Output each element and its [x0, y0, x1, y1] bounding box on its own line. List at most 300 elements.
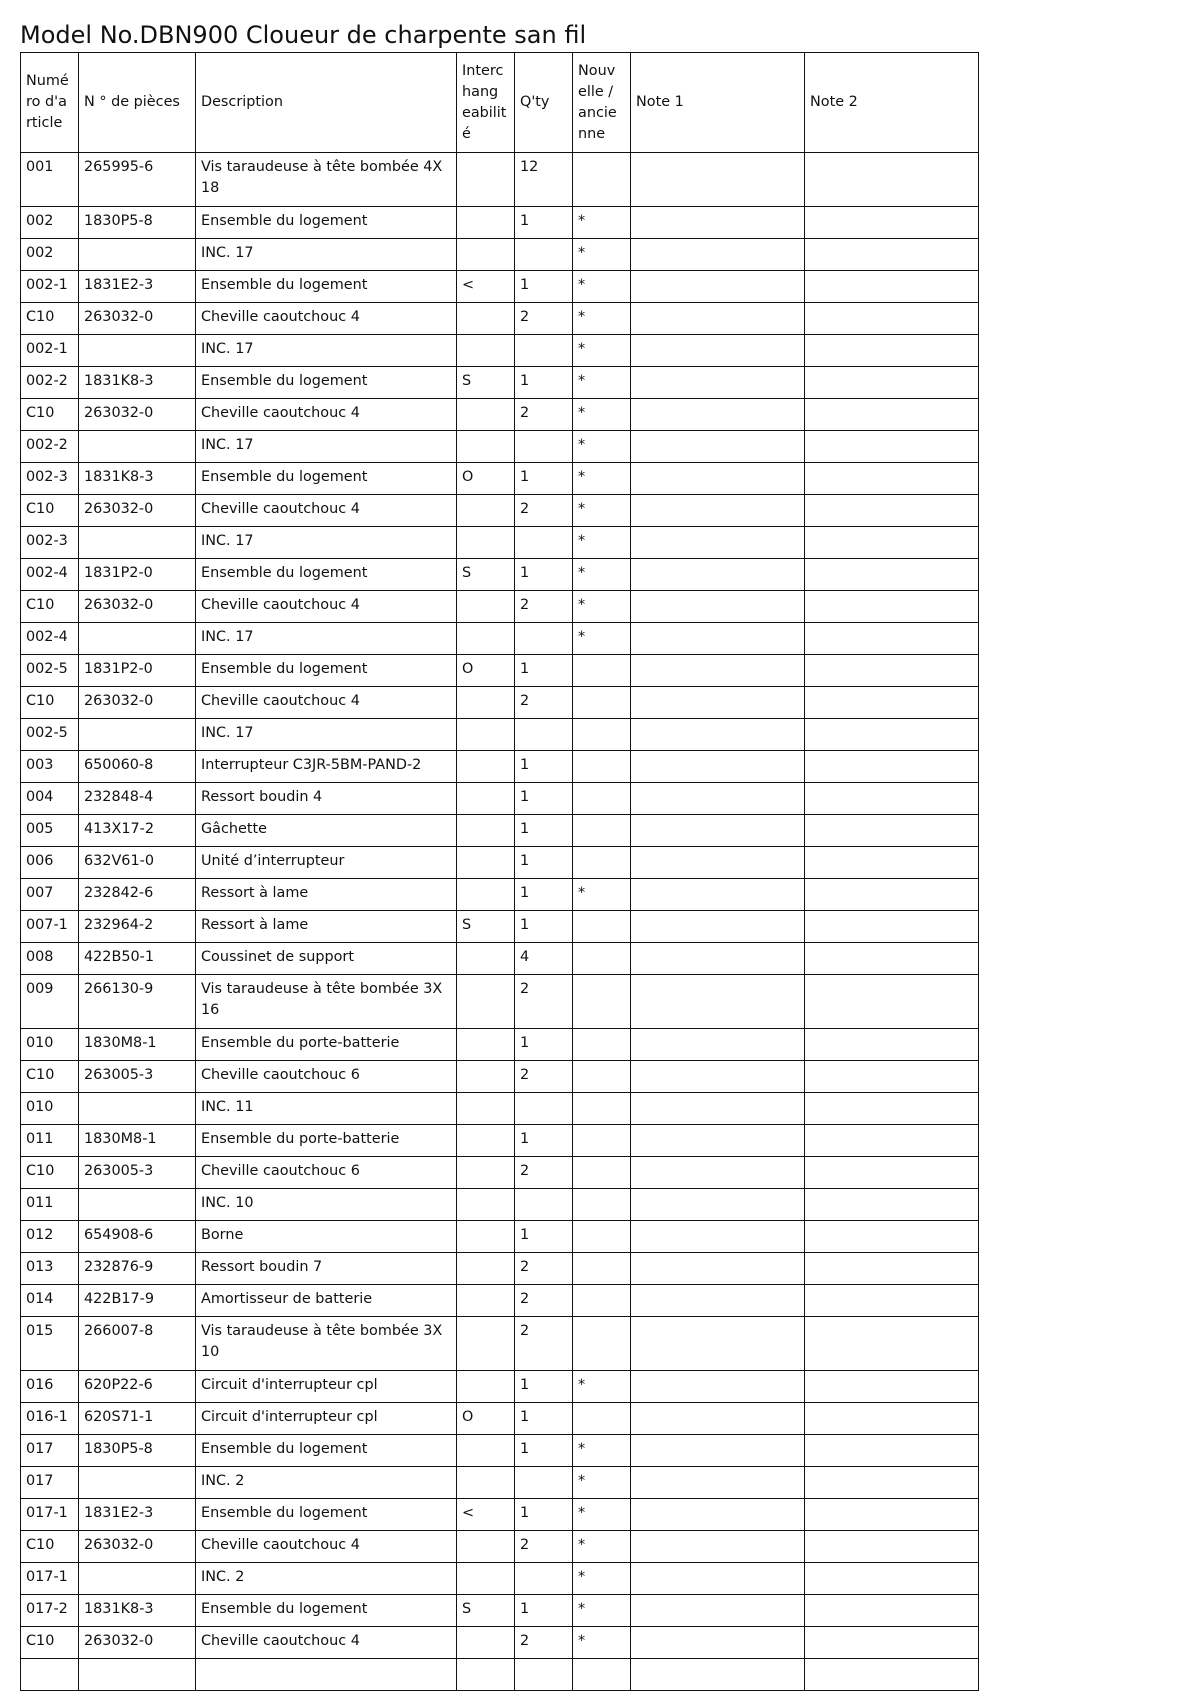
cell-note-1 [631, 1061, 805, 1093]
cell-new-old: * [573, 879, 631, 911]
cell-quantity: 1 [515, 1125, 573, 1157]
cell-interchangeability [457, 527, 515, 559]
cell-new-old: * [573, 495, 631, 527]
cell-item-number: 002-3 [21, 463, 79, 495]
cell-description: Cheville caoutchouc 4 [196, 399, 457, 431]
cell-description: Cheville caoutchouc 4 [196, 1531, 457, 1563]
col-header-quantity: Q'ty [515, 53, 573, 153]
cell-part-number: 620P22-6 [79, 1371, 196, 1403]
cell-quantity: 2 [515, 687, 573, 719]
cell-new-old: * [573, 271, 631, 303]
cell-description: Circuit d'interrupteur cpl [196, 1371, 457, 1403]
cell-part-number [79, 1563, 196, 1595]
cell-interchangeability [457, 975, 515, 1029]
cell-quantity: 1 [515, 1435, 573, 1467]
cell-note-1 [631, 399, 805, 431]
cell-item-number: 016 [21, 1371, 79, 1403]
cell-interchangeability [457, 847, 515, 879]
cell-description: Ressort boudin 7 [196, 1253, 457, 1285]
cell-new-old: * [573, 207, 631, 239]
cell-quantity: 1 [515, 1221, 573, 1253]
cell-description: Ensemble du logement [196, 463, 457, 495]
cell-note-2 [805, 303, 979, 335]
cell-description: Coussinet de support [196, 943, 457, 975]
cell-item-number: 015 [21, 1317, 79, 1371]
cell-note-1 [631, 655, 805, 687]
cell-item-number: 006 [21, 847, 79, 879]
cell-item-number: 008 [21, 943, 79, 975]
cell-note-1 [631, 153, 805, 207]
cell-note-2 [805, 879, 979, 911]
cell-note-2 [805, 153, 979, 207]
cell-description: Ensemble du logement [196, 367, 457, 399]
parts-table [20, 52, 979, 1691]
cell-note-2 [805, 1531, 979, 1563]
cell-part-number: 263032-0 [79, 1531, 196, 1563]
cell-new-old: * [573, 1627, 631, 1659]
cell-new-old [573, 911, 631, 943]
cell-note-2 [805, 1221, 979, 1253]
cell-interchangeability [457, 1371, 515, 1403]
cell-note-2 [805, 1253, 979, 1285]
cell-part-number [79, 335, 196, 367]
cell-description: INC. 17 [196, 431, 457, 463]
cell-note-2 [805, 1317, 979, 1371]
cell-quantity [515, 1563, 573, 1595]
table-row [21, 1125, 979, 1157]
cell-part-number: 266007-8 [79, 1317, 196, 1371]
cell-interchangeability [457, 1253, 515, 1285]
cell-description: INC. 17 [196, 239, 457, 271]
cell-quantity: 1 [515, 1029, 573, 1061]
cell-note-2 [805, 1125, 979, 1157]
cell-part-number [79, 1467, 196, 1499]
cell-new-old: * [573, 303, 631, 335]
cell-note-1 [631, 1029, 805, 1061]
cell-new-old: * [573, 1435, 631, 1467]
cell-part-number: 1831K8-3 [79, 367, 196, 399]
cell-new-old [573, 943, 631, 975]
cell-item-number: C10 [21, 1627, 79, 1659]
cell-part-number: 232964-2 [79, 911, 196, 943]
cell-note-2 [805, 1093, 979, 1125]
cell-new-old [573, 975, 631, 1029]
cell-part-number: 1831E2-3 [79, 1499, 196, 1531]
cell-interchangeability [457, 1531, 515, 1563]
cell-description: Ensemble du porte-batterie [196, 1125, 457, 1157]
table-row [21, 1285, 979, 1317]
cell-note-2 [805, 1435, 979, 1467]
cell-new-old [573, 783, 631, 815]
cell-item-number: C10 [21, 1061, 79, 1093]
cell-item-number: 012 [21, 1221, 79, 1253]
cell-part-number: 1831P2-0 [79, 559, 196, 591]
cell-part-number: 1830P5-8 [79, 207, 196, 239]
table-row [21, 1371, 979, 1403]
cell-item-number: 002-4 [21, 559, 79, 591]
table-row [21, 1157, 979, 1189]
cell-quantity: 12 [515, 153, 573, 207]
col-header-interchangeability: Interc hang eabilit é [457, 53, 515, 153]
cell-quantity: 1 [515, 559, 573, 591]
cell-description: INC. 11 [196, 1093, 457, 1125]
cell-interchangeability [457, 783, 515, 815]
table-row [21, 1435, 979, 1467]
cell-part-number: 620S71-1 [79, 1403, 196, 1435]
table-row [21, 1093, 979, 1125]
cell-description: Ressort boudin 4 [196, 783, 457, 815]
cell-note-2 [805, 623, 979, 655]
cell-quantity [515, 623, 573, 655]
cell-note-1 [631, 1499, 805, 1531]
cell-new-old [573, 815, 631, 847]
cell-interchangeability: S [457, 911, 515, 943]
cell-description: INC. 17 [196, 719, 457, 751]
cell-interchangeability: O [457, 655, 515, 687]
cell-quantity: 1 [515, 911, 573, 943]
cell-description: Amortisseur de batterie [196, 1285, 457, 1317]
cell-interchangeability [457, 879, 515, 911]
cell-note-1 [631, 335, 805, 367]
cell-note-2 [805, 239, 979, 271]
cell-part-number: 422B50-1 [79, 943, 196, 975]
cell-quantity: 4 [515, 943, 573, 975]
cell-quantity: 1 [515, 847, 573, 879]
cell-item-number: 004 [21, 783, 79, 815]
cell-item-number: 016-1 [21, 1403, 79, 1435]
cell-note-2 [805, 1403, 979, 1435]
cell-note-1 [631, 303, 805, 335]
cell-note-1 [631, 751, 805, 783]
cell-interchangeability [457, 1029, 515, 1061]
cell-part-number [79, 431, 196, 463]
cell-note-1 [631, 623, 805, 655]
cell-item-number: 002-5 [21, 719, 79, 751]
cell-description: Vis taraudeuse à tête bombée 4X 18 [196, 153, 457, 207]
cell-quantity: 1 [515, 463, 573, 495]
cell-note-1 [631, 1403, 805, 1435]
cell-note-1 [631, 1093, 805, 1125]
cell-note-2 [805, 1595, 979, 1627]
cell-empty [631, 1659, 805, 1691]
cell-quantity [515, 1189, 573, 1221]
cell-item-number: 011 [21, 1189, 79, 1221]
cell-item-number: 017-1 [21, 1499, 79, 1531]
cell-new-old [573, 1317, 631, 1371]
cell-item-number: 002 [21, 239, 79, 271]
cell-note-1 [631, 1125, 805, 1157]
cell-note-1 [631, 975, 805, 1029]
cell-description: Unité d’interrupteur [196, 847, 457, 879]
cell-interchangeability [457, 207, 515, 239]
cell-quantity: 1 [515, 1403, 573, 1435]
cell-description: Vis taraudeuse à tête bombée 3X 16 [196, 975, 457, 1029]
cell-quantity [515, 527, 573, 559]
cell-note-1 [631, 239, 805, 271]
cell-new-old [573, 1157, 631, 1189]
cell-interchangeability [457, 335, 515, 367]
table-row [21, 1467, 979, 1499]
cell-part-number: 1831K8-3 [79, 1595, 196, 1627]
table-row [21, 207, 979, 239]
cell-note-1 [631, 527, 805, 559]
cell-quantity: 2 [515, 1531, 573, 1563]
cell-note-1 [631, 783, 805, 815]
cell-note-1 [631, 879, 805, 911]
cell-item-number: 005 [21, 815, 79, 847]
cell-interchangeability [457, 943, 515, 975]
cell-new-old: * [573, 1371, 631, 1403]
cell-new-old: * [573, 239, 631, 271]
cell-note-2 [805, 1061, 979, 1093]
cell-note-2 [805, 943, 979, 975]
cell-interchangeability [457, 1467, 515, 1499]
cell-item-number: 007-1 [21, 911, 79, 943]
cell-empty [515, 1659, 573, 1691]
cell-item-number: 007 [21, 879, 79, 911]
table-row [21, 1253, 979, 1285]
table-row [21, 1061, 979, 1093]
table-row [21, 463, 979, 495]
cell-item-number: 002 [21, 207, 79, 239]
cell-interchangeability [457, 303, 515, 335]
cell-note-2 [805, 1285, 979, 1317]
cell-interchangeability [457, 1093, 515, 1125]
table-row [21, 719, 979, 751]
cell-note-2 [805, 1467, 979, 1499]
cell-item-number: 017 [21, 1467, 79, 1499]
cell-new-old: * [573, 591, 631, 623]
cell-item-number: 002-2 [21, 431, 79, 463]
cell-interchangeability [457, 1317, 515, 1371]
cell-note-2 [805, 463, 979, 495]
cell-new-old: * [573, 367, 631, 399]
cell-quantity: 2 [515, 1061, 573, 1093]
cell-part-number: 1831P2-0 [79, 655, 196, 687]
cell-description: Ensemble du logement [196, 655, 457, 687]
cell-note-2 [805, 1499, 979, 1531]
page-title: Model No.DBN900 Cloueur de charpente san fil [20, 21, 587, 49]
cell-item-number: 002-5 [21, 655, 79, 687]
cell-quantity: 2 [515, 495, 573, 527]
cell-description: Ensemble du logement [196, 1499, 457, 1531]
col-header-note-2: Note 2 [805, 53, 979, 153]
cell-note-2 [805, 751, 979, 783]
cell-note-1 [631, 1563, 805, 1595]
cell-new-old [573, 1125, 631, 1157]
cell-new-old: * [573, 1467, 631, 1499]
cell-note-2 [805, 271, 979, 303]
cell-quantity [515, 239, 573, 271]
cell-quantity: 2 [515, 1627, 573, 1659]
cell-quantity: 2 [515, 1317, 573, 1371]
table-row [21, 271, 979, 303]
cell-interchangeability: S [457, 1595, 515, 1627]
cell-description: Ensemble du logement [196, 207, 457, 239]
cell-note-1 [631, 1189, 805, 1221]
cell-quantity: 2 [515, 399, 573, 431]
cell-interchangeability [457, 1435, 515, 1467]
cell-item-number: 010 [21, 1029, 79, 1061]
table-row [21, 1221, 979, 1253]
cell-interchangeability [457, 591, 515, 623]
cell-part-number: 1830M8-1 [79, 1029, 196, 1061]
cell-new-old [573, 1061, 631, 1093]
cell-part-number: 1830M8-1 [79, 1125, 196, 1157]
cell-description: Cheville caoutchouc 4 [196, 591, 457, 623]
cell-new-old: * [573, 463, 631, 495]
cell-part-number: 266130-9 [79, 975, 196, 1029]
table-row [21, 303, 979, 335]
table-row [21, 335, 979, 367]
cell-note-1 [631, 207, 805, 239]
cell-description: INC. 17 [196, 623, 457, 655]
cell-note-1 [631, 1157, 805, 1189]
table-row [21, 153, 979, 207]
cell-quantity: 2 [515, 1157, 573, 1189]
cell-note-2 [805, 687, 979, 719]
cell-note-2 [805, 559, 979, 591]
cell-interchangeability [457, 431, 515, 463]
cell-new-old: * [573, 1531, 631, 1563]
cell-new-old [573, 1403, 631, 1435]
cell-quantity: 2 [515, 1253, 573, 1285]
cell-empty [573, 1659, 631, 1691]
cell-new-old [573, 847, 631, 879]
table-row [21, 367, 979, 399]
cell-part-number: 654908-6 [79, 1221, 196, 1253]
cell-note-1 [631, 1371, 805, 1403]
cell-item-number: 011 [21, 1125, 79, 1157]
cell-description: Ensemble du logement [196, 559, 457, 591]
cell-note-2 [805, 1371, 979, 1403]
cell-description: Vis taraudeuse à tête bombée 3X 10 [196, 1317, 457, 1371]
cell-part-number: 263032-0 [79, 495, 196, 527]
table-row [21, 1403, 979, 1435]
cell-quantity [515, 719, 573, 751]
cell-quantity: 1 [515, 751, 573, 783]
cell-description: Circuit d'interrupteur cpl [196, 1403, 457, 1435]
cell-part-number [79, 1093, 196, 1125]
table-row [21, 815, 979, 847]
table-row [21, 847, 979, 879]
cell-item-number: C10 [21, 495, 79, 527]
col-header-new-old: Nouv elle / ancie nne [573, 53, 631, 153]
table-row [21, 943, 979, 975]
cell-interchangeability [457, 239, 515, 271]
cell-note-1 [631, 1627, 805, 1659]
cell-note-1 [631, 463, 805, 495]
table-row [21, 879, 979, 911]
cell-note-1 [631, 719, 805, 751]
cell-part-number: 263032-0 [79, 303, 196, 335]
cell-part-number [79, 623, 196, 655]
cell-part-number: 263032-0 [79, 1627, 196, 1659]
cell-note-1 [631, 495, 805, 527]
cell-item-number: C10 [21, 687, 79, 719]
table-row [21, 1499, 979, 1531]
cell-note-1 [631, 1531, 805, 1563]
cell-part-number: 265995-6 [79, 153, 196, 207]
cell-new-old [573, 1253, 631, 1285]
cell-empty [79, 1659, 196, 1691]
cell-item-number: 002-1 [21, 335, 79, 367]
table-header-row [21, 53, 979, 153]
cell-interchangeability [457, 153, 515, 207]
cell-note-2 [805, 431, 979, 463]
cell-quantity: 1 [515, 207, 573, 239]
cell-new-old [573, 655, 631, 687]
cell-interchangeability [457, 1285, 515, 1317]
cell-part-number [79, 527, 196, 559]
cell-part-number: 263032-0 [79, 399, 196, 431]
cell-note-2 [805, 975, 979, 1029]
cell-item-number: C10 [21, 399, 79, 431]
table-row [21, 1317, 979, 1371]
table-row [21, 399, 979, 431]
cell-new-old: * [573, 431, 631, 463]
cell-part-number: 232876-9 [79, 1253, 196, 1285]
cell-description: Ressort à lame [196, 911, 457, 943]
cell-new-old [573, 1285, 631, 1317]
cell-part-number: 263032-0 [79, 591, 196, 623]
cell-interchangeability: O [457, 1403, 515, 1435]
cell-item-number: 002-4 [21, 623, 79, 655]
cell-description: Cheville caoutchouc 6 [196, 1061, 457, 1093]
col-header-description: Description [196, 53, 457, 153]
table-row [21, 239, 979, 271]
cell-note-2 [805, 207, 979, 239]
cell-quantity: 2 [515, 975, 573, 1029]
cell-note-2 [805, 527, 979, 559]
cell-empty [196, 1659, 457, 1691]
cell-note-1 [631, 559, 805, 591]
cell-description: Cheville caoutchouc 4 [196, 1627, 457, 1659]
table-row [21, 783, 979, 815]
cell-item-number: 017 [21, 1435, 79, 1467]
cell-note-1 [631, 1595, 805, 1627]
cell-note-2 [805, 1563, 979, 1595]
cell-quantity: 1 [515, 1499, 573, 1531]
cell-note-2 [805, 399, 979, 431]
cell-note-2 [805, 847, 979, 879]
cell-item-number: C10 [21, 591, 79, 623]
cell-interchangeability [457, 687, 515, 719]
cell-part-number: 263032-0 [79, 687, 196, 719]
cell-description: Cheville caoutchouc 4 [196, 687, 457, 719]
cell-note-2 [805, 719, 979, 751]
cell-note-1 [631, 911, 805, 943]
cell-new-old [573, 1189, 631, 1221]
cell-description: Cheville caoutchouc 6 [196, 1157, 457, 1189]
cell-note-1 [631, 1285, 805, 1317]
cell-note-2 [805, 655, 979, 687]
table-row [21, 559, 979, 591]
cell-new-old: * [573, 623, 631, 655]
cell-item-number: 010 [21, 1093, 79, 1125]
table-row [21, 911, 979, 943]
cell-description: Gâchette [196, 815, 457, 847]
table-row [21, 495, 979, 527]
cell-interchangeability [457, 1189, 515, 1221]
cell-description: Ensemble du logement [196, 1435, 457, 1467]
cell-item-number: 002-3 [21, 527, 79, 559]
cell-item-number: 014 [21, 1285, 79, 1317]
cell-part-number: 232842-6 [79, 879, 196, 911]
cell-new-old [573, 1093, 631, 1125]
cell-interchangeability: S [457, 367, 515, 399]
cell-note-1 [631, 591, 805, 623]
